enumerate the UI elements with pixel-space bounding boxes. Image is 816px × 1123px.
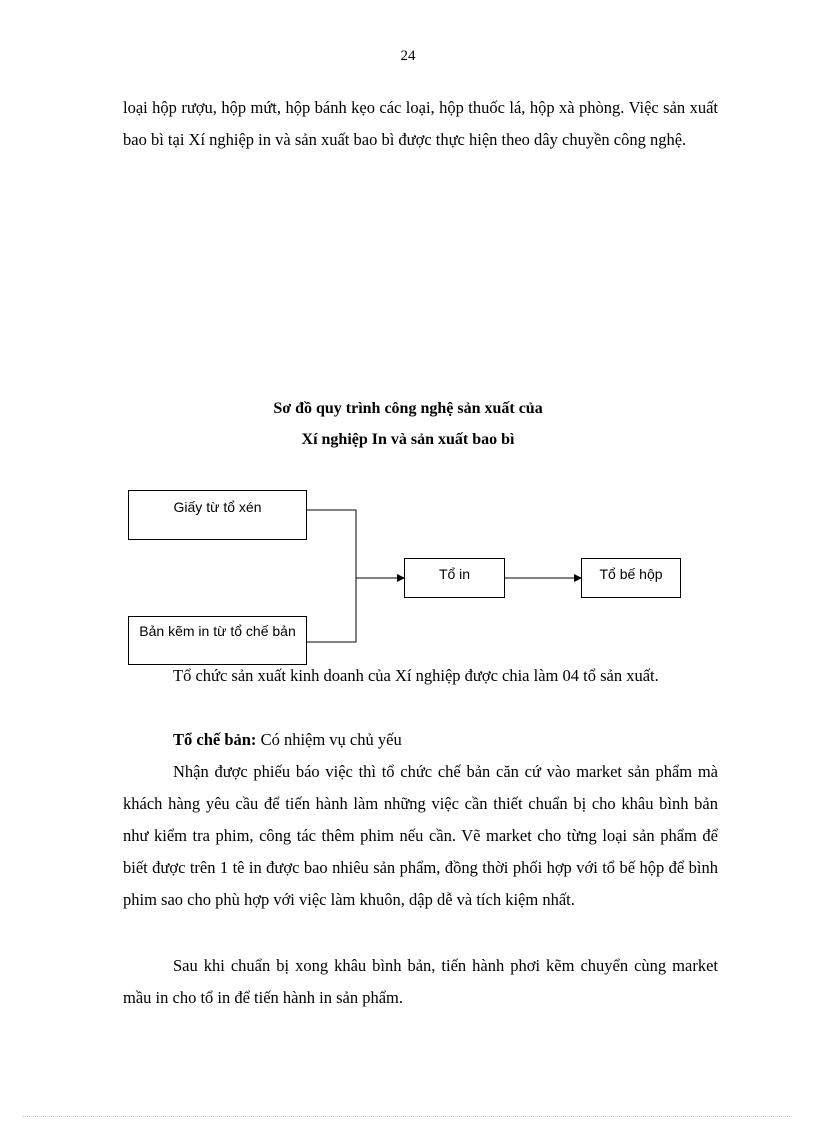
- paper-source-label: Giấy từ tổ xén: [173, 499, 262, 515]
- plate-source-box: [128, 616, 307, 665]
- diagram-title-line-2: Xí nghiệp In và sản xuất bao bì: [301, 431, 515, 448]
- organization-paragraph: Tổ chức sản xuất kinh doanh của Xí nghiệp được chia làm 04 tổ sản xuất.: [173, 666, 659, 685]
- after-imposition-paragraph: Sau khi chuẩn bị xong khâu bình bản, tiến hành phơi kẽm chuyển cùng market mầu in cho tổ in để tiến hành in sản phẩm.: [123, 956, 718, 1007]
- box-making-team-box: [581, 558, 681, 598]
- intro-paragraph: loại hộp rượu, hộp mứt, hộp bánh kẹo các loại, hộp thuốc lá, hộp xà phòng. Việc sản xuất bao bì tại Xí nghiệp in và sản xuất bao bì được thực hiện theo dây chuyền công nghệ.: [123, 98, 718, 149]
- page-bottom-rule: [22, 1116, 792, 1117]
- plate-source-label: Bản kẽm in từ tổ chế bản: [139, 623, 296, 639]
- prepress-paragraph: [123, 724, 718, 756]
- diagram-title-line-1: Sơ đồ quy trình công nghệ sản xuất của: [273, 400, 543, 417]
- box-making-team-label: Tổ bế hộp: [599, 566, 663, 582]
- connector-plate: [306, 578, 356, 642]
- paper-source-box: [128, 490, 307, 540]
- printing-team-label: Tổ in: [438, 566, 471, 582]
- printing-team-box: [404, 558, 505, 598]
- prepress-heading: Tổ chế bản:: [173, 730, 257, 749]
- connector-paper: [306, 510, 356, 578]
- prepress-intro: Có nhiệm vụ chủ yếu: [256, 730, 402, 749]
- prepress-detail-paragraph: Nhận được phiếu báo việc thì tổ chức chế bản căn cứ vào market sản phẩm mà khách hàng yêu cầu để tiến hành làm những việc cần thiết chuẩn bị cho khâu bình bản như kiểm tra phim, công tác thêm phim nếu cần. Vẽ market cho từng loại sản phẩm để biết được trên 1 tê in được bao nhiêu sản phẩm, đồng thời phối hợp với tổ bế hộp để bình phim sao cho phù hợp với việc làm khuôn, dập dễ và tích kiệm nhất.: [123, 762, 718, 909]
- page-number: 24: [400, 48, 416, 64]
